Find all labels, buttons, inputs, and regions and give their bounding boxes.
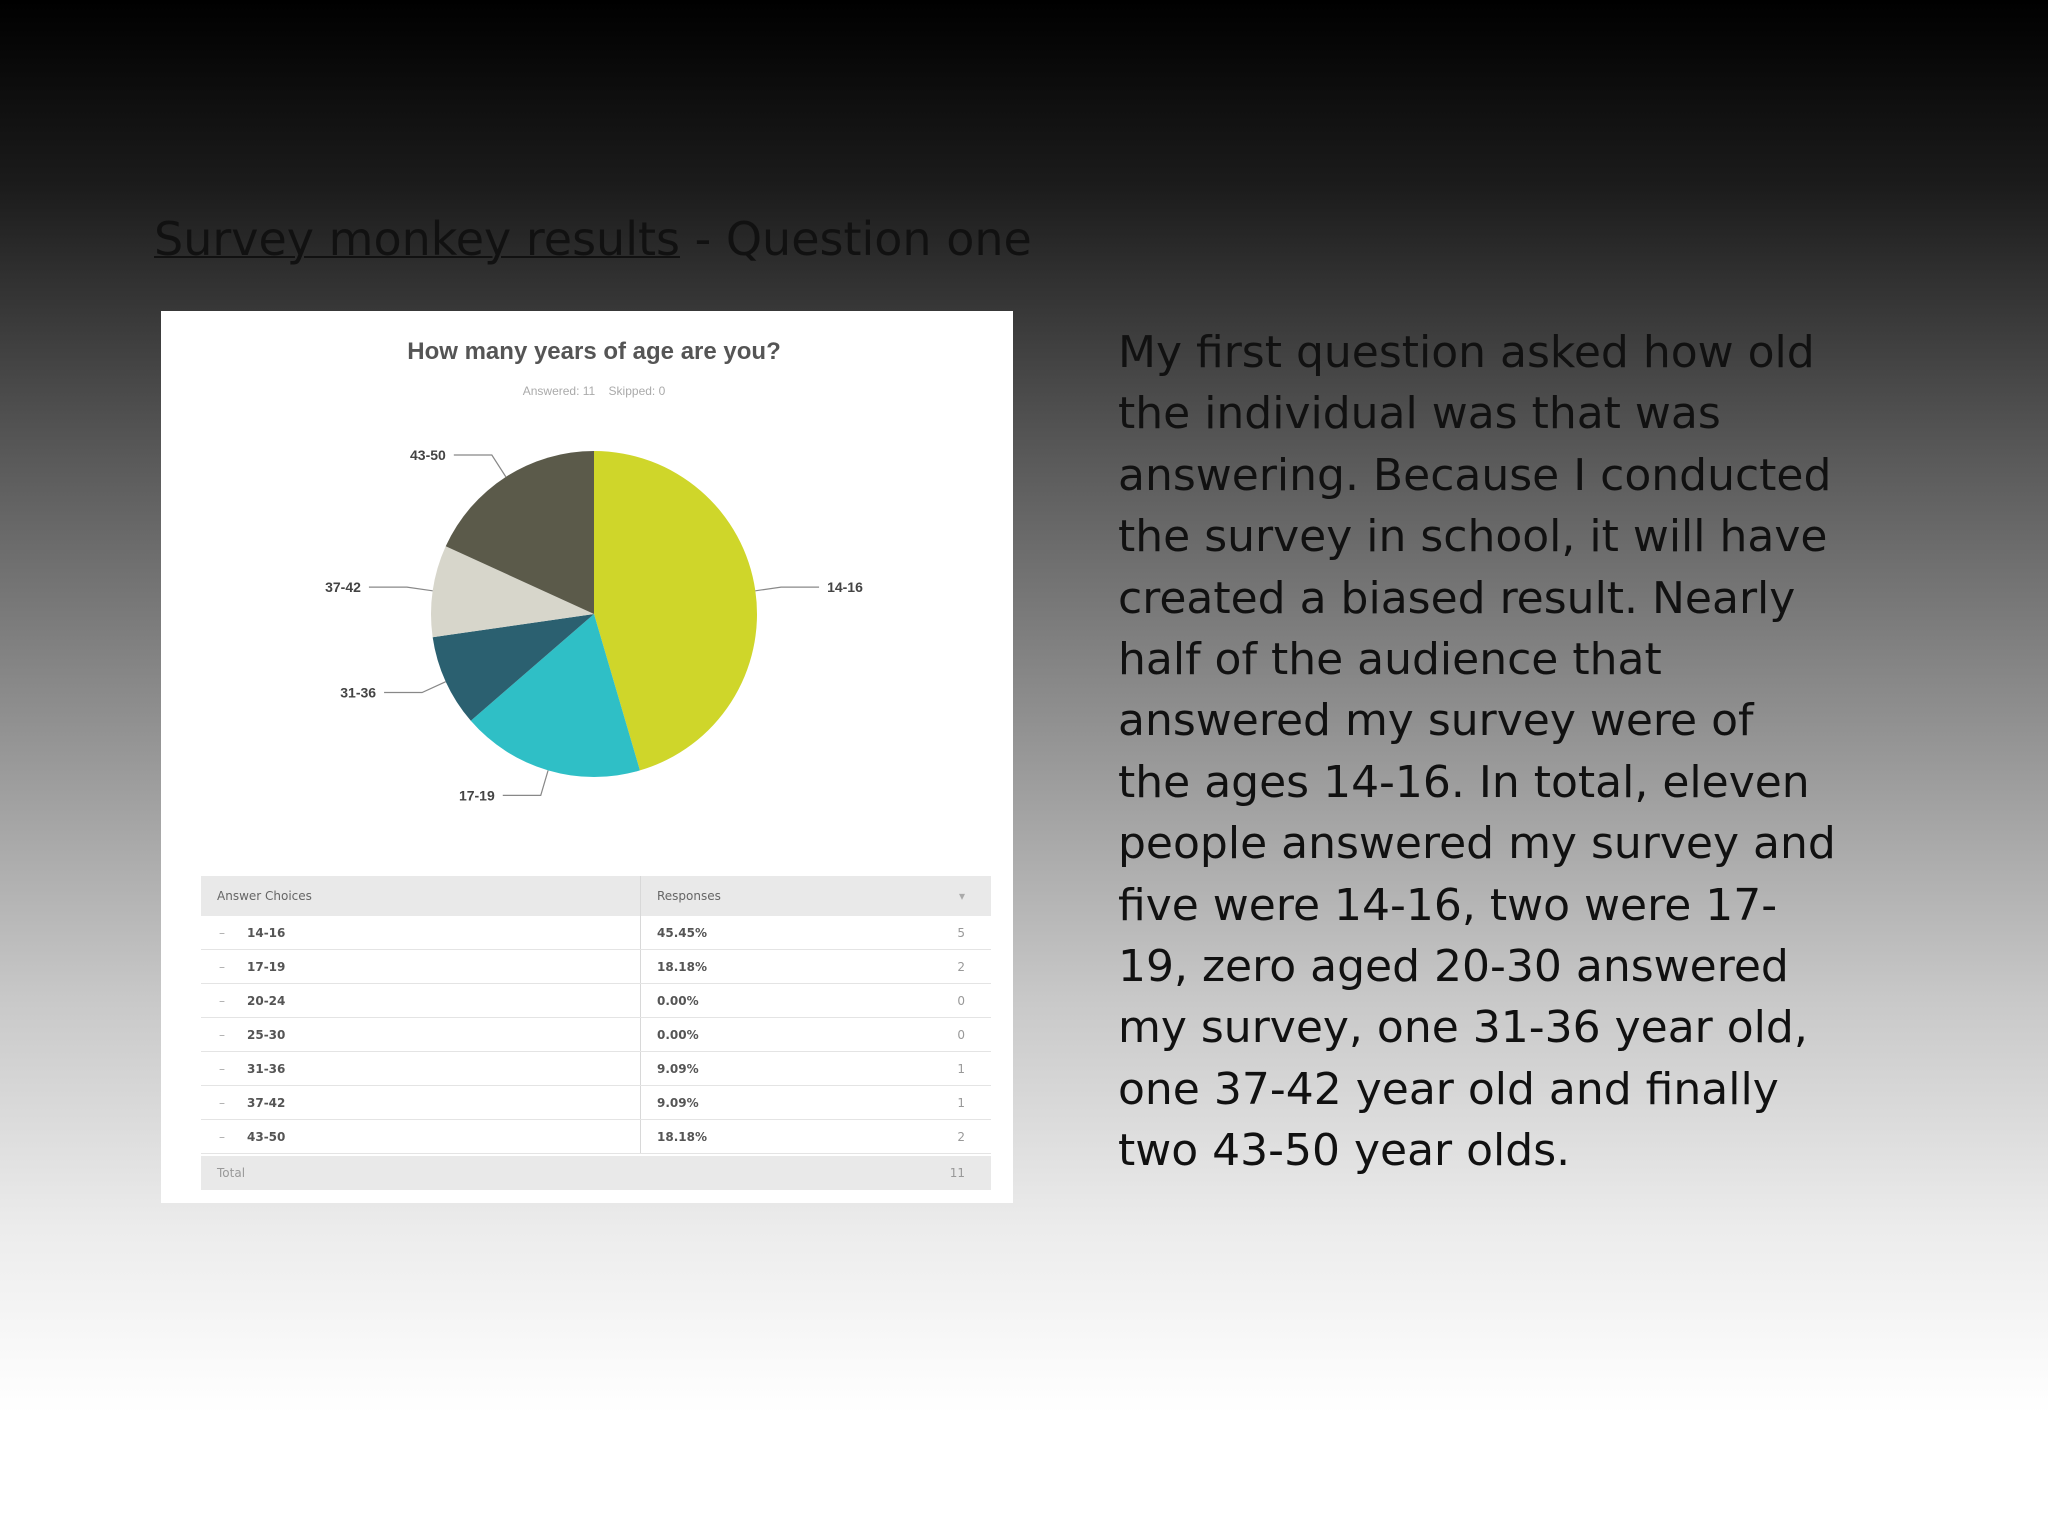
- pie-chart: [161, 311, 1013, 871]
- responses-header[interactable]: Responses: [657, 889, 721, 903]
- answer-choice[interactable]: [201, 1086, 641, 1119]
- table-row: [201, 1052, 991, 1086]
- answer-choice[interactable]: [201, 950, 641, 983]
- slide-title: [154, 212, 1032, 266]
- slice-label-31-36: 31-36: [340, 684, 377, 701]
- answer-choice[interactable]: [201, 1120, 641, 1153]
- expand-icon[interactable]: –: [219, 925, 225, 940]
- answer-choice[interactable]: [201, 916, 641, 949]
- responses-table: [201, 876, 991, 1190]
- slice-label-14-16: 14-16: [827, 579, 863, 596]
- response-percent: 9.09%: [657, 1095, 699, 1110]
- sort-icon[interactable]: ▾: [958, 889, 965, 903]
- answer-choice-label: 20-24: [247, 993, 286, 1008]
- answer-choice[interactable]: [201, 1052, 641, 1085]
- response-percent: 9.09%: [657, 1061, 699, 1076]
- total-count: 11: [949, 1166, 965, 1180]
- answer-choice-label: 25-30: [247, 1027, 286, 1042]
- leader-line-17-19: [503, 770, 548, 795]
- response-percent: 18.18%: [657, 959, 707, 974]
- expand-icon[interactable]: –: [219, 1027, 225, 1042]
- answer-choice-label: 43-50: [247, 1129, 286, 1144]
- table-total-row: [201, 1156, 991, 1190]
- response-percent: 45.45%: [657, 925, 707, 940]
- slide-body-text: My first question asked how old the individual was that was answering. Because I conducted the survey in school, it will have created a biased result. Nearly half of the audience that answered my survey were of the ages 14-16. In total, eleven people answered my survey and five were 14-16, two were 17-19, zero aged 20-30 answered my survey, one 31-36 year old, one 37-42 year old and finally two 43-50 year olds.: [1118, 327, 1836, 1177]
- response-percent: 0.00%: [657, 1027, 699, 1042]
- response-count: 2: [957, 1129, 965, 1144]
- expand-icon[interactable]: –: [219, 1129, 225, 1144]
- response-percent: 18.18%: [657, 1129, 707, 1144]
- answer-choice-label: 14-16: [247, 925, 286, 940]
- response-percent: 0.00%: [657, 993, 699, 1008]
- response-count: 1: [957, 1095, 965, 1110]
- chart-subtitle: Answered: 11 Skipped: 0: [522, 384, 666, 398]
- table-row: [201, 1120, 991, 1154]
- answer-choice[interactable]: [201, 984, 641, 1017]
- answer-choice-label: 17-19: [247, 959, 286, 974]
- total-label: Total: [217, 1166, 246, 1180]
- leader-line-14-16: [755, 587, 819, 591]
- table-row: [201, 950, 991, 984]
- slice-label-43-50: 43-50: [410, 447, 446, 464]
- answer-choices-header[interactable]: Answer Choices: [201, 876, 641, 916]
- answer-choice[interactable]: [201, 1018, 641, 1051]
- response-count: 1: [957, 1061, 965, 1076]
- table-row: [201, 916, 991, 950]
- table-row: [201, 984, 991, 1018]
- table-row: [201, 1018, 991, 1052]
- expand-icon[interactable]: –: [219, 993, 225, 1008]
- response-count: 0: [957, 1027, 965, 1042]
- leader-line-43-50: [454, 455, 506, 477]
- response-count: 2: [957, 959, 965, 974]
- response-count: 0: [957, 993, 965, 1008]
- table-row: [201, 1086, 991, 1120]
- answer-choice-label: 37-42: [247, 1095, 286, 1110]
- response-count: 5: [957, 925, 965, 940]
- table-header: [201, 876, 991, 916]
- leader-line-37-42: [369, 587, 433, 591]
- slice-label-17-19: 17-19: [458, 787, 495, 804]
- answer-choice-label: 31-36: [247, 1061, 286, 1076]
- leader-line-31-36: [384, 682, 446, 693]
- chart-title: How many years of age are you?: [407, 338, 781, 365]
- expand-icon[interactable]: –: [219, 1061, 225, 1076]
- slide-title-rest: - Question one: [680, 212, 1032, 266]
- expand-icon[interactable]: –: [219, 1095, 225, 1110]
- expand-icon[interactable]: –: [219, 959, 225, 974]
- slice-label-37-42: 37-42: [325, 579, 361, 596]
- survey-monkey-link[interactable]: Survey monkey results: [154, 212, 680, 266]
- survey-results-card: [161, 311, 1013, 1203]
